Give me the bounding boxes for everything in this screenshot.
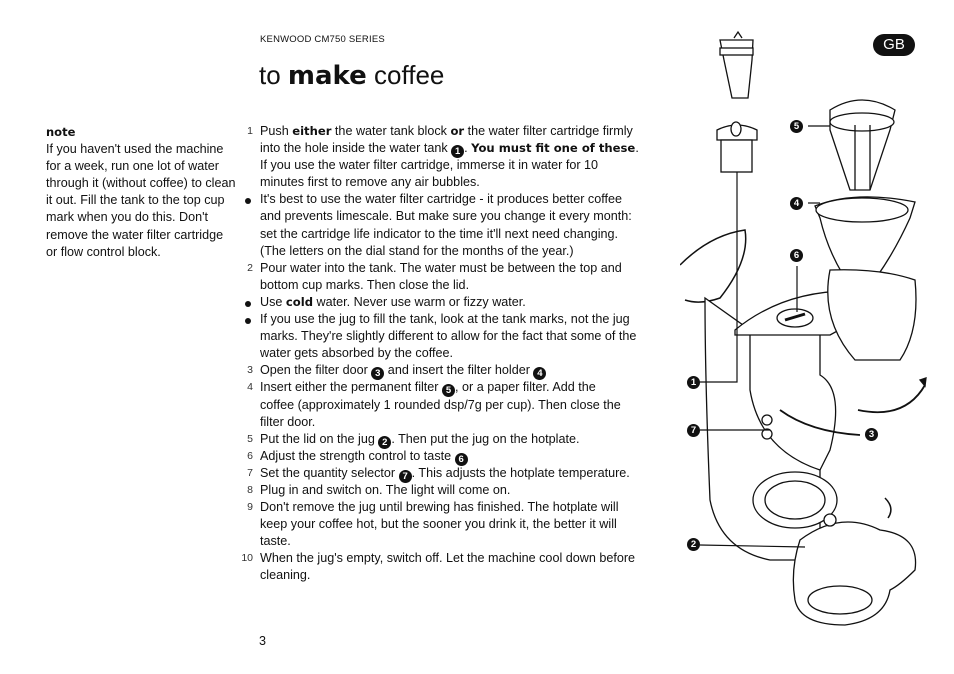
arrow-head-icon	[920, 378, 926, 386]
step-line	[240, 226, 670, 243]
step-text: Push	[260, 124, 293, 138]
step-text: . This adjusts the hotplate temperature.	[411, 465, 630, 480]
step-line	[240, 157, 670, 174]
step-text: filter door.	[260, 414, 316, 429]
step-text: the water filter cartridge firmly	[464, 124, 633, 138]
callout-ref: 5	[442, 384, 455, 397]
step-text: Put the lid on the jug	[260, 431, 379, 446]
step-line	[240, 465, 670, 482]
water-tank-lid	[680, 230, 746, 302]
page-number: 3	[259, 634, 267, 648]
step-text: minutes first to remove any air bubbles.	[260, 175, 480, 190]
step-text: Don't remove the jug until brewing has finished. The hotplate will	[260, 500, 619, 515]
step-text: and prevents limescale. But make sure you change it every month:	[260, 209, 632, 224]
callout-ref: 7	[399, 470, 412, 483]
note-line: mark when you do this. Don't	[46, 210, 209, 225]
coffee-maker-illustration	[680, 30, 940, 630]
bullet-icon	[245, 198, 251, 204]
step-line	[240, 379, 670, 396]
step-text: Plug in and switch on. The light will come on.	[260, 482, 511, 497]
instruction-steps	[240, 123, 670, 585]
callout-6: 6	[790, 249, 803, 262]
step-text: When the jug's empty, switch off. Let the machine cool down before	[260, 551, 636, 566]
note-line: it out. Fill the tank to the top cup	[46, 193, 225, 208]
bullet-icon	[245, 301, 251, 307]
note-section	[46, 124, 246, 261]
step-number: 9	[247, 501, 253, 514]
step-text: taste.	[260, 534, 291, 549]
step-number: 5	[247, 432, 253, 445]
step-line	[240, 448, 670, 465]
callout-3: 3	[865, 428, 878, 441]
emphasis-text: cold	[285, 294, 314, 309]
step-number: 4	[247, 381, 253, 394]
product-series: KENWOOD CM750 SERIES	[260, 34, 385, 45]
step-text: If you use the water filter cartridge, immerse it in water for 10	[260, 158, 599, 173]
callout-1: 1	[687, 376, 700, 389]
step-text: Set the quantity selector	[260, 465, 399, 480]
callout-4: 4	[790, 197, 803, 210]
step-text: into the hole inside the water tank	[260, 141, 452, 156]
step-line	[240, 345, 670, 362]
step-line	[240, 431, 670, 448]
step-text: Open the filter door	[260, 363, 372, 378]
note-line: remove the water filter cartridge	[46, 227, 224, 242]
step-text: If you use the jug to fill the tank, look at the tank marks, not the jug	[260, 312, 630, 327]
step-text: marks. They're slightly different to allow for the fact that some of the	[260, 329, 637, 344]
note-line: for a week, run one lot of water	[46, 159, 219, 174]
emphasis-text: either	[292, 124, 332, 138]
step-number: 10	[241, 552, 253, 565]
note-line: through it (without coffee) to clean	[46, 176, 236, 191]
step-line	[240, 516, 670, 533]
callout-ref: 4	[533, 367, 546, 380]
permanent-filter	[830, 100, 895, 190]
step-text: bottom cup marks. Then close the lid.	[260, 277, 470, 292]
step-text: and insert the filter holder	[384, 363, 534, 378]
emphasis-text: or	[450, 124, 465, 138]
step-number: 2	[247, 261, 253, 274]
step-line	[240, 191, 670, 208]
step-text: Use	[260, 294, 286, 309]
step-text: cleaning.	[260, 568, 311, 583]
page-title	[259, 60, 444, 91]
step-text: .	[464, 141, 472, 156]
step-line	[240, 294, 670, 311]
step-line	[240, 140, 670, 157]
callout-ref: 6	[455, 453, 468, 466]
callout-ref: 2	[378, 436, 391, 449]
step-text: Adjust the strength control to taste	[260, 448, 455, 463]
step-text: water gets absorbed by the coffee.	[260, 346, 453, 361]
step-text: It's best to use the water filter cartridge - it produces better coffee	[260, 192, 622, 207]
step-line	[240, 328, 670, 345]
callout-5: 5	[790, 120, 803, 133]
step-number: 8	[247, 483, 253, 496]
filter-cartridge	[717, 122, 757, 172]
step-line	[240, 550, 670, 567]
step-number: 3	[247, 364, 253, 377]
step-line	[240, 499, 670, 516]
step-text: water. Never use warm or fizzy water.	[313, 294, 526, 309]
step-line	[240, 174, 670, 191]
title-bold: make	[287, 61, 367, 91]
step-line	[240, 208, 670, 225]
step-text: . Then put the jug on the hotplate.	[391, 431, 580, 446]
step-number: 7	[247, 466, 253, 479]
callout-ref: 1	[451, 145, 464, 158]
callout-2: 2	[687, 538, 700, 551]
note-line: or flow control block.	[46, 244, 161, 259]
title-pre: to	[259, 60, 288, 90]
step-number: 6	[247, 449, 253, 462]
step-line	[240, 567, 670, 584]
step-text: set the cartridge life indicator to the time it'll next need changing.	[260, 226, 619, 241]
step-line	[240, 533, 670, 550]
step-text: the water tank block	[331, 124, 451, 138]
title-post: coffee	[366, 60, 445, 90]
step-line	[240, 260, 670, 277]
step-text: coffee (approximately 1 rounded dsp/7g per cup). Then close the	[260, 397, 621, 412]
step-text: .	[635, 141, 639, 156]
step-line	[240, 397, 670, 414]
language-badge: GB	[873, 34, 915, 56]
emphasis-text: You must fit one of these	[471, 141, 636, 156]
step-line	[240, 482, 670, 499]
step-text: Pour water into the tank. The water must be between the top and	[260, 260, 622, 275]
step-text: , or a paper filter. Add the	[455, 380, 596, 395]
water-tank-block	[720, 32, 753, 98]
note-heading: note	[46, 125, 76, 139]
step-text: (The letters on the dial stand for the months of the year.)	[260, 243, 574, 258]
bullet-icon	[245, 318, 251, 324]
step-line	[240, 414, 670, 431]
step-line	[240, 277, 670, 294]
step-line	[240, 362, 670, 379]
step-line	[240, 243, 670, 260]
step-text: keep your coffee hot, but the sooner you drink it, the better it will	[260, 517, 617, 532]
step-line	[240, 311, 670, 328]
callout-7: 7	[687, 424, 700, 437]
callout-ref: 3	[371, 367, 384, 380]
step-text: Insert either the permanent filter	[260, 380, 443, 395]
note-line: If you haven't used the machine	[46, 142, 224, 157]
step-line	[240, 123, 670, 140]
step-number: 1	[247, 125, 253, 137]
